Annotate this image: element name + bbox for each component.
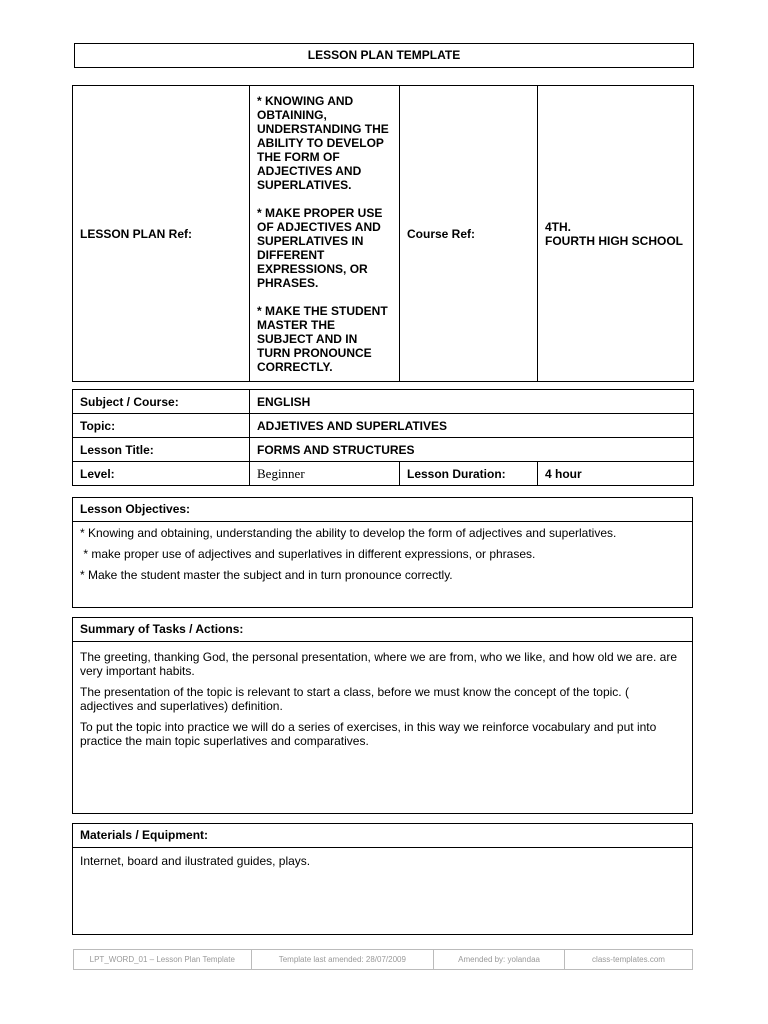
task-paragraph: To put the topic into practice we will do a series of exercises, in this way we reinforce vocabulary and put into practice the main topic superlatives and comparatives. bbox=[80, 720, 657, 748]
tasks-heading: Summary of Tasks / Actions: bbox=[73, 618, 692, 642]
footer-doc-ref: LPT_WORD_01 – Lesson Plan Template bbox=[74, 950, 252, 969]
topic-label: Topic: bbox=[73, 414, 250, 438]
duration-label: Lesson Duration: bbox=[400, 462, 538, 486]
objectives-heading: Lesson Objectives: bbox=[73, 498, 692, 522]
subject-label: Subject / Course: bbox=[73, 390, 250, 414]
footer-site: class-templates.com bbox=[592, 955, 665, 964]
task-paragraph: The presentation of the topic is relevant to start a class, before we must know the concept of the topic. ( adjectives and superlatives) definition. bbox=[80, 685, 629, 713]
reference-table bbox=[72, 85, 694, 382]
materials-text: Internet, board and ilustrated guides, plays. bbox=[80, 854, 311, 868]
lesson-title-value: FORMS AND STRUCTURES bbox=[250, 438, 694, 462]
lesson-plan-ref-value: * KNOWING AND OBTAINING, UNDERSTANDING THE ABILITY TO DEVELOP THE FORM OF ADJECTIVES AND SUPERLATIVES. * MAKE PROPER USE OF ADJECTIVES AND SUPERLATIVES IN DIFFERENT EXPRESSIONS, OR PHRASES. * MAKE THE STUDENT MASTER THE SUBJECT AND IN TURN PRONOUNCE CORRECTLY. bbox=[250, 86, 400, 382]
footer-amended-by: Amended by: yolandaa bbox=[434, 950, 565, 969]
subject-value: ENGLISH bbox=[250, 390, 694, 414]
page-footer bbox=[73, 949, 693, 970]
objectives-section bbox=[72, 497, 693, 608]
level-value: Beginner bbox=[250, 462, 400, 486]
objective-line: * Make the student master the subject and in turn pronounce correctly. bbox=[80, 568, 453, 582]
tasks-section bbox=[72, 617, 693, 814]
materials-heading: Materials / Equipment: bbox=[73, 824, 692, 848]
course-info-table bbox=[72, 389, 694, 486]
topic-value: ADJETIVES AND SUPERLATIVES bbox=[250, 414, 694, 438]
materials-section bbox=[72, 823, 693, 935]
course-ref-label: Course Ref: bbox=[400, 86, 538, 382]
footer-amended-date: Template last amended: 28/07/2009 bbox=[252, 950, 435, 969]
page-title: LESSON PLAN TEMPLATE bbox=[74, 43, 694, 68]
duration-value: 4 hour bbox=[538, 462, 694, 486]
objective-line: * make proper use of adjectives and superlatives in different expressions, or phrases. bbox=[80, 547, 536, 561]
course-ref-value: 4TH. FOURTH HIGH SCHOOL bbox=[538, 86, 694, 382]
level-label: Level: bbox=[73, 462, 250, 486]
lesson-plan-ref-label: LESSON PLAN Ref: bbox=[73, 86, 250, 382]
lesson-title-label: Lesson Title: bbox=[73, 438, 250, 462]
objective-line: * Knowing and obtaining, understanding the ability to develop the form of adjectives and superlatives. bbox=[80, 526, 617, 540]
task-paragraph: The greeting, thanking God, the personal presentation, where we are from, who we like, and how old we are. are very important habits. bbox=[80, 650, 678, 678]
